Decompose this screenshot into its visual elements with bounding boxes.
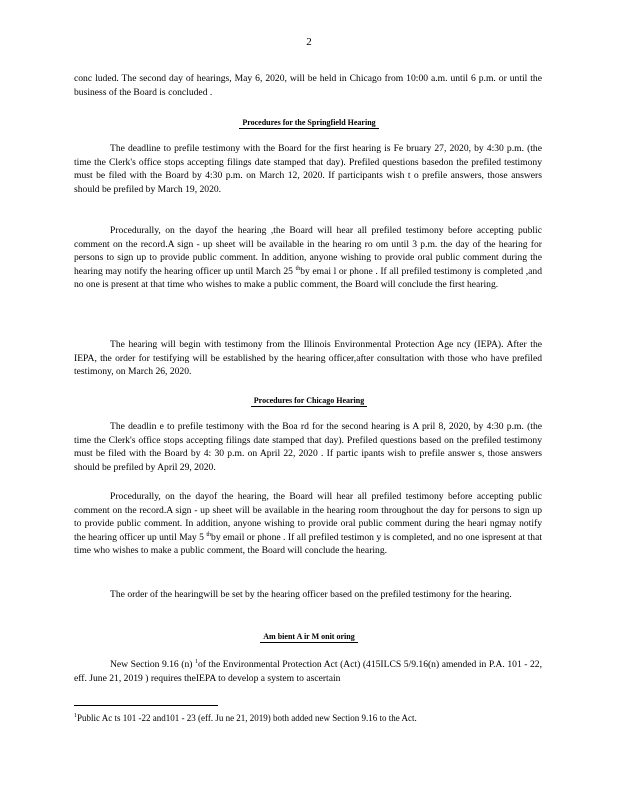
p7-text: New Section 9.16 (n)	[110, 659, 195, 670]
p2-text-rest: by emai l or phone . If all prefiled testimony is completed ,and no one is present at that time who wishes to make a public comment, the Board will conclude the first hearing.	[74, 265, 542, 290]
paragraph-hearing-intro: conc luded. The second day of hearings, May 6, 2020, will be held in Chicago from 10:00 a.m. until 6 p.m. or until the business of the Board is concluded .	[74, 73, 542, 98]
footnote-divider	[74, 705, 218, 706]
p7-text-rest: of the Environmental Protection Act (Act) (415ILCS 5/9.16(n) amended in P.A. 101 - 22, eff. June 21, 2019 ) requires theIEPA to develop a system to ascertain	[74, 659, 542, 684]
paragraph-springfield-procedure	[74, 224, 542, 292]
heading-chicago-procedures	[0, 396, 618, 405]
heading-chicago-text: Procedures for Chicago Hearing	[251, 396, 367, 407]
page-number: 2	[306, 36, 312, 48]
p5-text: Procedurally, on the dayof the hearing, the Board will hear all prefiled testimony before accepting public comment on the record.A sign - up sheet will be available in the hearing room throughout the day for persons to sign up to provide public comment. In addition, anyone wishing to provide oral public comment during the heari ngmay notify the hearing officer up until May 5	[74, 491, 542, 543]
footnote-text: Public Ac ts 101 -22 and101 - 23 (eff. Ju ne 21, 2019) both added new Section 9.16 to the Act.	[77, 713, 417, 723]
p5-superscript: th	[206, 531, 212, 538]
paragraph-chicago-deadline: The deadlin e to prefile testimony with the Boa rd for the second hearing is A pril 8, 2020, by 4:30 p.m. (the time the Clerk's office stops accepting filings date stamped that day). Prefiled questions based on the prefiled testimony must be filed with the Board by 4: 30 p.m. on April 22, 2020 . If partic ipants wish to prefile answer s, those answers should be prefiled by April 29, 2020.	[74, 421, 542, 473]
footnote-reference: 1	[194, 659, 198, 665]
paragraph-springfield-deadline: The deadline to prefile testimony with the Board for the first hearing is Fe bruary 27, 2020, by 4:30 p.m. (the time the Clerk's office stops accepting filings date stamped that day). Prefiled questions basedon the prefiled testimony must be filed with the Board by 4:30 p.m. on March 12, 2020. If participants wish t o prefile answers, those answers should be prefiled by March 19, 2020.	[74, 143, 542, 195]
footnote	[74, 712, 542, 724]
footnote-marker: 1	[74, 713, 77, 719]
p2-superscript: th	[295, 265, 301, 272]
p5-text-rest: by email or phone . If all prefiled testimon y is completed, and no one ispresent at that time who wishes to make a public comment, the Board will conclude the hearing.	[74, 531, 542, 556]
paragraph-hearing-order: The order of the hearingwill be set by the hearing officer based on the prefiled testimony for the hearing.	[110, 589, 512, 600]
paragraph-chicago-procedure	[74, 490, 542, 558]
paragraph-iepa-testimony: The hearing will begin with testimony from the Illinois Environmental Protection Age ncy (IEPA). After the IEPA, the order for testifying will be established by the hearing officer,after consultation with those who have prefiled testimony, on March 26, 2020.	[74, 339, 542, 377]
heading-springfield-text: Procedures for the Springfield Hearing	[239, 118, 378, 129]
heading-ambient-air-monitoring	[0, 632, 618, 641]
heading-ambient-text: Am bient A ir M onit oring	[260, 632, 357, 643]
paragraph-section-916	[74, 658, 542, 685]
p2-text: Procedurally, on the dayof the hearing ,the Board will hear all prefiled testimony before accepting public comment on the record.A sign - up sheet will be available in the hearing ro om until 3 p.m. the day of the hearing for persons to sign up to provide public comment. In addition, anyone wishing to provide oral public comment during the hearing may notify the hearing officer up until March 25	[74, 225, 542, 277]
heading-springfield-procedures	[0, 118, 618, 127]
